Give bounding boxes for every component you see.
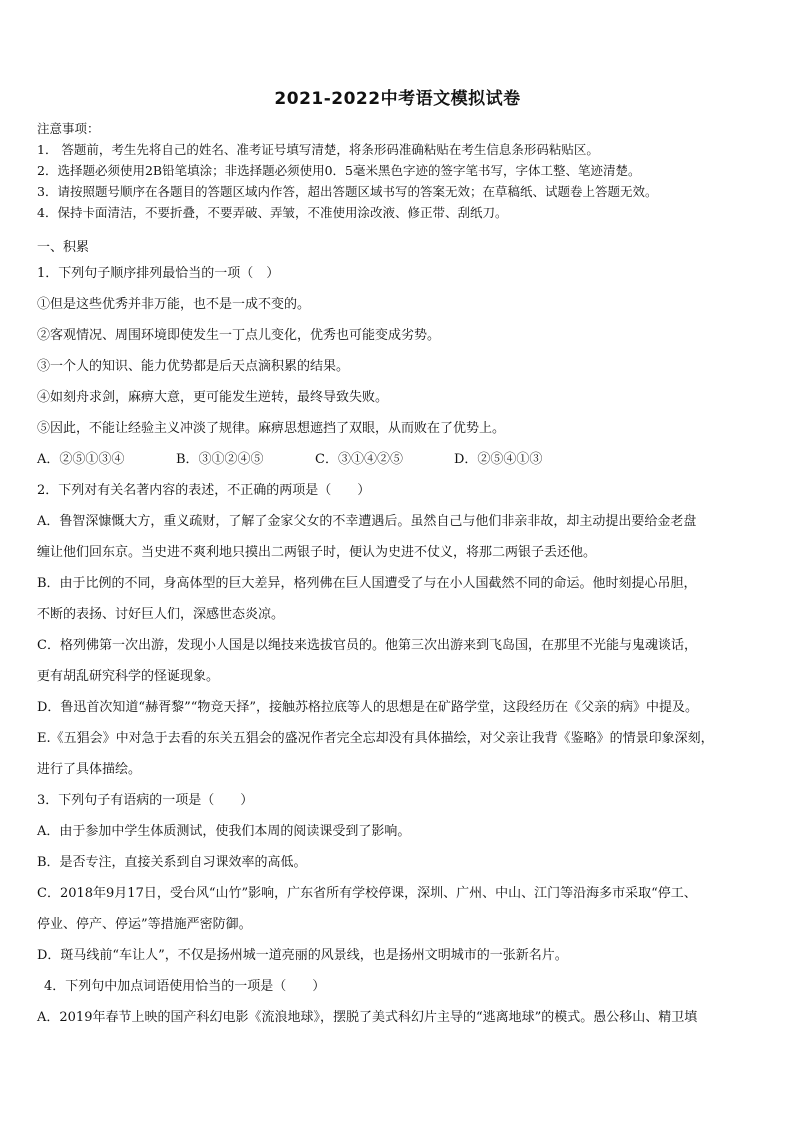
answer-line: B．是否专注，直接关系到自习课效率的高低。	[37, 855, 307, 870]
question-1	[37, 258, 758, 444]
answer-line: 进行了具体描绘。	[37, 762, 142, 777]
answer-line: D．斑马线前“车让人”，不仅是扬州城一道亮丽的风景线，也是扬州文明城市的一张新名片。	[37, 948, 568, 963]
question-stem: 2．下列对有关名著内容的表述，不正确的两项是（ ）	[37, 483, 371, 498]
sentence-item: ②客观情况、周围环境即使发生一丁点儿变化，优秀也可能变成劣势。	[37, 328, 441, 343]
sentence-item: ③一个人的知识、能力优势都是后天点滴积累的结果。	[37, 359, 350, 374]
option-d: D．②⑤④①③	[454, 452, 543, 467]
question-stem: 4．下列句中加点词语使用恰当的一项是（ ）	[44, 979, 326, 994]
notice-item: 3．请按照题号顺序在各题目的答题区域内作答，超出答题区域书写的答案无效；在草稿纸、试题卷上答题无效。	[37, 184, 658, 199]
sentence-item: ⑤因此，不能让经验主义冲淡了规律。麻痹思想遮挡了双眼，从而败在了优势上。	[37, 421, 506, 436]
option-a: A．②⑤①③④	[37, 452, 125, 467]
answer-line: C．2018年9月17日，受台风“山竹”影响，广东省所有学校停课，深圳、广州、中山、江门等沿海多市采取“停工、	[37, 886, 697, 901]
answer-line: 更有胡乱研究科学的怪诞现象。	[37, 669, 220, 684]
section-title: 一、积累	[37, 240, 90, 255]
sentence-item: ④如刻舟求剑，麻痹大意，更可能发生逆转，最终导致失败。	[37, 390, 389, 405]
answer-line: 停业、停产、停运”等措施严密防御。	[37, 917, 252, 932]
question-stem: 1．下列句子顺序排列最恰当的一项（ ）	[37, 266, 280, 281]
answer-line: E.《五猖会》中对急于去看的东关五猖会的盛况作者完全忘却没有具体描绘，对父亲让我背《鉴略》的情景印象深刻，	[37, 731, 714, 746]
answer-line: 缠让他们回东京。当史进不爽利地只摸出二两银子时，便认为史进不仗义，将那二两银子丢还他。	[37, 545, 597, 560]
question-4	[37, 971, 758, 1033]
option-b: B．③①②④⑤	[176, 452, 264, 467]
answer-line: A．2019年春节上映的国产科幻电影《流浪地球》，摆脱了美式科幻片主导的“逃离地球”的模式。愚公移山、精卫填	[37, 1010, 698, 1025]
notice-item: 2．选择题必须使用2B铅笔填涂；非选择题必须使用0．5毫米黑色字迹的签字笔书写，字体工整、笔迹清楚。	[37, 163, 641, 178]
sentence-item: ①但是这些优秀并非万能，也不是一成不变的。	[37, 297, 311, 312]
question-3	[37, 785, 758, 971]
answer-line: B．由于比例的不同，身高体型的巨大差异，格列佛在巨人国遭受了与在小人国截然不同的命运。他时刻提心吊胆，	[37, 576, 697, 591]
notice-item: 4．保持卡面清洁，不要折叠，不要弄破、弄皱，不准使用涂改液、修正带、刮纸刀。	[37, 205, 508, 220]
notice-item: 1． 答题前，考生先将自己的姓名、准考证号填写清楚，将条形码准确粘贴在考生信息条形码粘贴区。	[37, 142, 599, 157]
option-c: C．③①④②⑤	[315, 452, 403, 467]
question-2	[37, 475, 758, 785]
page-title: 2021-2022中考语文模拟试卷	[274, 89, 521, 109]
notice-heading: 注意事项：	[37, 121, 100, 136]
question-stem: 3．下列句子有语病的一项是（ ）	[37, 793, 254, 808]
question-1-options	[37, 444, 758, 475]
answer-line: A．鲁智深慷慨大方，重义疏财，了解了金家父女的不幸遭遇后。虽然自己与他们非亲非故，却主动提出要给金老盘	[37, 514, 697, 529]
notice-block	[37, 118, 758, 223]
answer-line: D．鲁迅首次知道“赫胥黎”“物竞天择”，接触苏格拉底等人的思想是在矿路学堂，这段经历在《父亲的病》中提及。	[37, 700, 699, 715]
answer-line: A．由于参加中学生体质测试，使我们本周的阅读课受到了影响。	[37, 824, 411, 839]
answer-line: 不断的表扬、讨好巨人们，深感世态炎凉。	[37, 607, 285, 622]
answer-line: C．格列佛第一次出游，发现小人国是以绳技来选拔官员的。他第三次出游来到飞岛国，在那里不光能与鬼魂谈话，	[37, 638, 697, 653]
